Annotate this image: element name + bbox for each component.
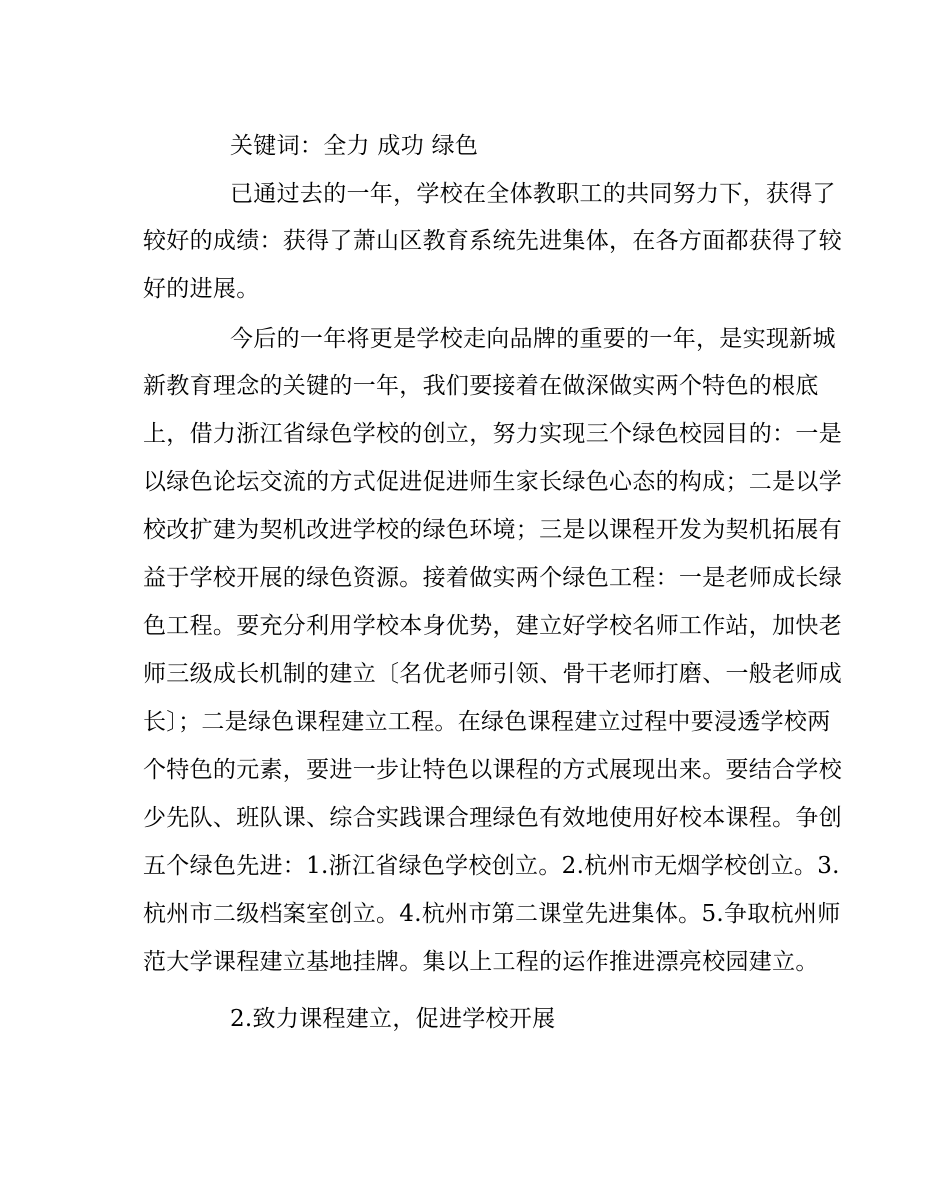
paragraph-2-line-11: 少先队、班队课、综合实践课合理绿色有效地使用好校本课程。争创 [143,805,842,831]
paragraph-2-line-13: 杭州市二级档案室创立。4.杭州市第二课堂先进集体。5.争取杭州师 [143,901,841,927]
paragraph-1-line-3: 好的进展。 [143,276,260,302]
section-heading: 2.致力课程建立，促进学校开展 [230,1006,556,1032]
paragraph-2-line-12: 五个绿色先进：1.浙江省绿色学校创立。2.杭州市无烟学校创立。3. [143,853,840,879]
paragraph-2-line-7: 色工程。要充分利用学校本身优势，建立好学校名师工作站，加快老 [143,613,842,639]
paragraph-2-line-4: 以绿色论坛交流的方式促进促进师生家长绿色心态的构成；二是以学 [143,469,842,495]
paragraph-2-line-6: 益于学校开展的绿色资源。接着做实两个绿色工程：一是老师成长绿 [143,565,842,591]
paragraph-2-line-2: 新教育理念的关键的一年，我们要接着在做深做实两个特色的根底 [143,373,819,399]
paragraph-2-line-5: 校改扩建为契机改进学校的绿色环境；三是以课程开发为契机拓展有 [143,517,842,543]
paragraph-2-line-1: 今后的一年将更是学校走向品牌的重要的一年，是实现新城 [230,326,836,352]
paragraph-2-line-14: 范大学课程建立基地挂牌。集以上工程的运作推进漂亮校园建立。 [143,949,819,975]
paragraph-2-line-9: 长〕；二是绿色课程建立工程。在绿色课程建立过程中要浸透学校两 [143,709,831,735]
paragraph-1-line-1: 已通过去的一年，学校在全体教职工的共同努力下，获得了 [230,181,836,207]
paragraph-2-line-10: 个特色的元素，要进一步让特色以课程的方式展现出来。要结合学校 [143,757,842,783]
paragraph-2-line-8: 师三级成长机制的建立〔名优老师引领、骨干老师打磨、一般老师成 [143,661,842,687]
paragraph-2-line-3: 上，借力浙江省绿色学校的创立，努力实现三个绿色校园目的：一是 [143,421,842,447]
paragraph-1-line-2: 较好的成绩：获得了萧山区教育系统先进集体，在各方面都获得了较 [143,228,842,254]
keywords-line: 关键词：全力 成功 绿色 [230,133,479,159]
